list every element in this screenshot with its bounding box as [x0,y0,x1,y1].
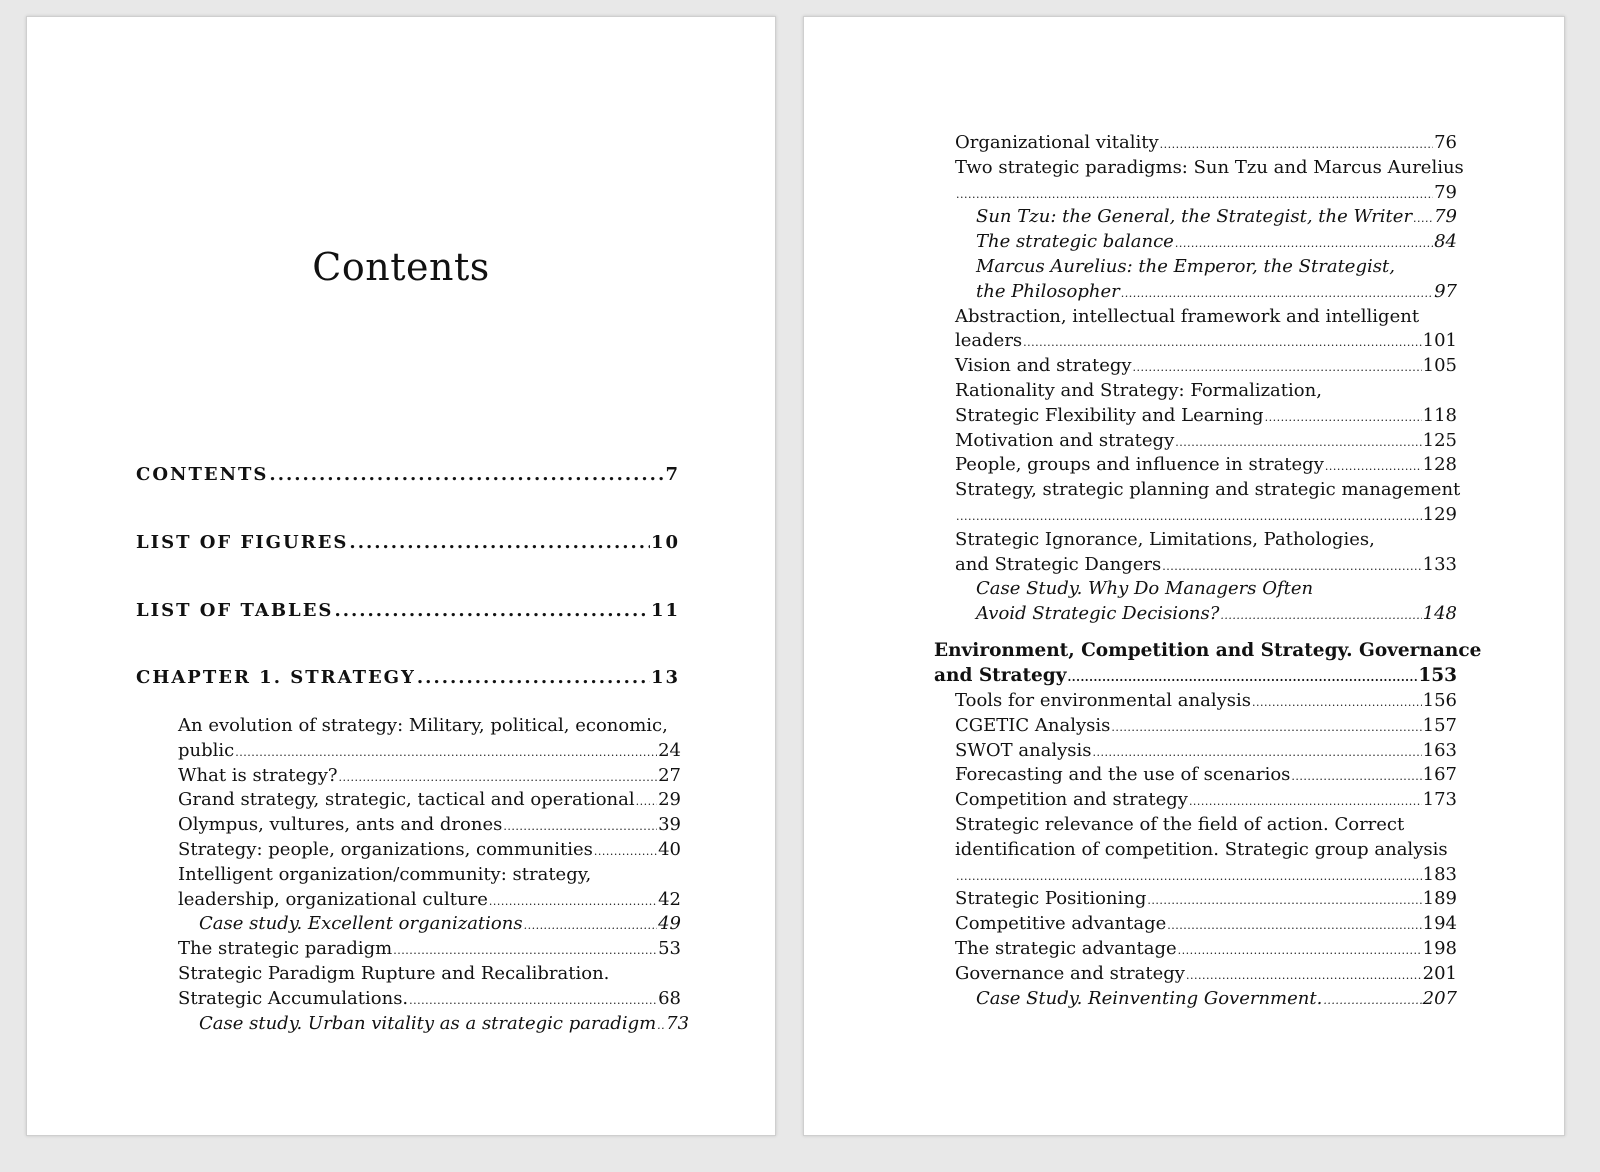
toc-entry-line[interactable]: Rationality and Strategy: Formalization, [955,379,1322,401]
toc-entry[interactable] [955,329,1457,354]
toc-page-number: 39 [658,814,681,836]
dot-leader [1162,553,1421,580]
toc-entry-label: Strategy: people, organizations, communities [178,838,593,860]
toc-entry-label: People, groups and influence in strategy [955,454,1324,476]
toc-page-number: 76 [1434,132,1457,153]
dot-leader [269,463,664,488]
toc-entry-label: and Strategic Dangers [955,553,1162,575]
toc-page-number: 53 [658,938,681,960]
toc-page-number: 173 [1422,789,1457,811]
dot-leader [1067,664,1417,691]
toc-entry[interactable] [955,503,1457,528]
toc-entry-line[interactable]: Strategy, strategic planning and strategic management [955,479,1461,501]
toc-entry-label: What is strategy? [178,764,338,786]
toc-entry[interactable] [178,764,681,789]
toc-page-number: 101 [1422,330,1457,352]
toc-entry[interactable] [955,553,1457,578]
toc-entry-label: The strategic balance [976,231,1174,253]
toc-entry[interactable] [955,937,1457,962]
toc-entry-label: Strategic Accumulations. [178,987,409,1009]
toc-page-number: 105 [1422,355,1457,377]
toc-page-number: 40 [658,838,681,860]
toc-entry[interactable] [955,863,1457,888]
toc-entry-line[interactable]: Strategic relevance of the field of action. Correct [955,813,1405,835]
toc-page-number: 79 [1434,206,1457,228]
dot-leader [636,788,657,815]
toc-page-number: 183 [1422,863,1457,885]
toc-page-number: 49 [658,913,681,935]
toc-entry-case-study[interactable] [955,602,1457,627]
toc-page-number: 194 [1422,913,1457,935]
toc-page-number: 13 [650,667,680,689]
toc-entry-label: CGETIC Analysis [955,714,1111,736]
toc-page-number: 207 [1422,987,1457,1009]
dot-leader [409,987,657,1014]
toc-entry-chapter-1[interactable] [136,666,680,691]
toc-page-number: 10 [650,531,680,553]
toc-entry-label: Competitive advantage [955,913,1167,935]
toc-entry-list-of-tables[interactable] [136,599,680,624]
dot-leader [1220,602,1421,629]
toc-entry[interactable] [955,429,1457,454]
toc-page-number: 68 [658,987,681,1009]
toc-entry-label: Case study. Urban vitality as a strategic paradigm [199,1012,657,1034]
toc-page-number: 118 [1422,404,1457,426]
dot-leader [235,739,657,766]
toc-page-number: 27 [658,764,681,786]
dot-leader [1111,714,1421,741]
toc-entry-label: CONTENTS [136,464,269,485]
toc-entry-label: CHAPTER 1. STRATEGY [136,667,416,689]
toc-page-number: 73 [666,1012,690,1034]
toc-page-number: 11 [650,599,680,621]
toc-entry-label: The strategic paradigm [178,938,393,960]
toc-page-number: 198 [1422,937,1457,959]
chapter-1-entries [178,714,690,1036]
toc-entry[interactable] [955,887,1457,912]
toc-entry[interactable] [178,813,681,838]
dot-leader [524,912,658,939]
toc-entry[interactable] [955,962,1457,987]
toc-entry-label: Tools for environmental analysis [955,690,1251,711]
toc-entry-line[interactable]: Case Study. Why Do Managers Often [976,578,1314,600]
toc-page-number: 201 [1422,962,1457,984]
toc-entry-label: Motivation and strategy [955,429,1175,451]
dot-leader [489,888,657,915]
toc-entry-label: SWOT analysis [955,739,1092,761]
toc-entry[interactable] [955,763,1457,788]
dot-leader [1189,788,1422,815]
toc-page-number: 156 [1422,690,1457,711]
page-title: Contents [312,245,490,289]
toc-entry-line: Environment, Competition and Strategy. Governance [934,640,1482,661]
toc-entry[interactable] [178,788,681,813]
toc-entry[interactable] [955,689,1457,714]
toc-entry[interactable] [955,453,1457,478]
toc-entry[interactable] [955,714,1457,739]
toc-entry-line[interactable]: identification of competition. Strategic group analysis [955,838,1448,860]
toc-entry[interactable] [955,912,1457,937]
dot-leader [417,666,650,691]
toc-entry-label: and Strategy [934,664,1067,686]
toc-entry-label: Competition and strategy [955,789,1188,811]
toc-entry-list-of-figures[interactable] [136,531,680,556]
toc-entry-case-study[interactable] [178,912,681,937]
toc-entry-label: public [178,739,235,761]
dot-leader [1265,404,1422,431]
toc-entry-line[interactable]: Abstraction, intellectual framework and intelligent [955,305,1420,327]
dot-leader [393,937,657,964]
dot-leader [1323,987,1421,1014]
left-page [26,16,776,1136]
dot-leader [1093,739,1422,766]
toc-page-number: 7 [665,464,680,485]
toc-entry-label: Organizational vitality [955,132,1159,153]
dot-leader [1121,280,1433,307]
dot-leader [1175,429,1421,456]
toc-entry-label: Sun Tzu: the General, the Strategist, the Writer [976,206,1413,228]
toc-page-number: 129 [1422,503,1457,525]
toc-page-number: 79 [1434,181,1457,203]
toc-entry-line[interactable]: Marcus Aurelius: the Emperor, the Strategist, [976,255,1395,277]
dot-leader [594,838,657,865]
dot-leader [339,764,658,791]
dot-leader [657,1012,665,1039]
chapter-2-heading[interactable] [934,639,1482,689]
dot-leader [1252,689,1422,716]
toc-entry-line[interactable]: Strategic Ignorance, Limitations, Pathologies, [955,528,1375,550]
toc-page-number: 24 [658,739,681,761]
toc-entry-label: leadership, organizational culture [178,888,488,910]
toc-entry-label: Olympus, vultures, ants and drones [178,814,503,836]
toc-entry-label: the Philosopher [976,280,1120,302]
dot-leader [334,599,650,624]
dot-leader [1291,763,1421,790]
toc-page-number: 97 [1434,280,1457,302]
toc-entry[interactable] [955,131,1457,156]
dot-leader [1178,937,1422,964]
major-entries [136,463,680,734]
toc-entry[interactable] [178,888,681,913]
dot-leader [349,531,650,556]
toc-entry-line[interactable]: Two strategic paradigms: Sun Tzu and Marcus Aurelius [955,156,1464,178]
dot-leader [1175,230,1433,257]
dot-leader [1325,453,1422,480]
toc-entry[interactable] [955,181,1457,206]
toc-page-number: 133 [1422,553,1457,575]
toc-entry [934,664,1457,689]
toc-page-number: 42 [658,888,681,910]
toc-entry-label: Strategic Flexibility and Learning [955,404,1264,426]
toc-page-number: 128 [1422,454,1457,476]
toc-entry-label: Strategic Positioning [955,888,1147,910]
toc-entry-contents[interactable] [136,463,680,488]
toc-entry-label: Vision and strategy [955,355,1132,377]
toc-entry-line[interactable]: Intelligent organization/community: strategy, [178,863,592,885]
toc-page-number: 167 [1422,764,1457,786]
dot-leader [1147,887,1421,914]
toc-page-number: 84 [1434,231,1457,253]
toc-page-number: 125 [1422,429,1457,451]
dot-leader [1186,962,1422,989]
toc-entry[interactable] [955,230,1457,255]
toc-entry-label: LIST OF FIGURES [136,531,349,553]
toc-entry-case-study[interactable] [955,987,1457,1012]
toc-page-number: 29 [658,789,681,811]
toc-entry-line[interactable]: An evolution of strategy: Military, political, economic, [178,715,668,736]
dot-leader [503,813,657,840]
toc-page-number: 189 [1422,888,1457,910]
toc-entry[interactable] [955,205,1457,230]
toc-entry-label: Case study. Excellent organizations [199,913,523,935]
dot-leader [1413,205,1433,232]
toc-entry-label: Avoid Strategic Decisions? [976,603,1220,625]
dot-leader [956,503,1422,530]
toc-entry-label: leaders [955,330,1023,352]
toc-entry[interactable] [955,788,1457,813]
toc-entry-line[interactable]: Strategic Paradigm Rupture and Recalibration. [178,962,610,984]
toc-entry[interactable] [955,404,1457,429]
toc-page-number: 163 [1422,739,1457,761]
toc-entry-label: Case Study. Reinventing Government. [976,987,1323,1009]
toc-entry-label: Forecasting and the use of scenarios [955,764,1291,786]
toc-entry[interactable] [178,987,681,1012]
toc-entry[interactable] [178,838,681,863]
right-page [803,16,1565,1136]
toc-page-number: 148 [1422,603,1457,625]
toc-entry[interactable] [955,354,1457,379]
dot-leader [1160,131,1433,158]
toc-entry[interactable] [178,739,681,764]
toc-page-number: 153 [1418,664,1457,686]
chapter-1-continued-entries [955,131,1464,627]
toc-entry[interactable] [178,937,681,962]
toc-page-number: 157 [1422,714,1457,736]
toc-entry[interactable] [955,280,1457,305]
dot-leader [956,863,1422,890]
dot-leader [956,181,1433,208]
dot-leader [1133,354,1422,381]
toc-entry-label: Grand strategy, strategic, tactical and operational [178,789,635,811]
toc-entry[interactable] [955,739,1457,764]
toc-entry-label: Governance and strategy [955,962,1185,984]
chapter-2-entries [955,689,1457,1011]
toc-entry-label: The strategic advantage [955,937,1177,959]
toc-entry-label: LIST OF TABLES [136,599,334,621]
dot-leader [1167,912,1421,939]
dot-leader [1023,329,1421,356]
toc-entry-case-study[interactable] [178,1012,690,1037]
